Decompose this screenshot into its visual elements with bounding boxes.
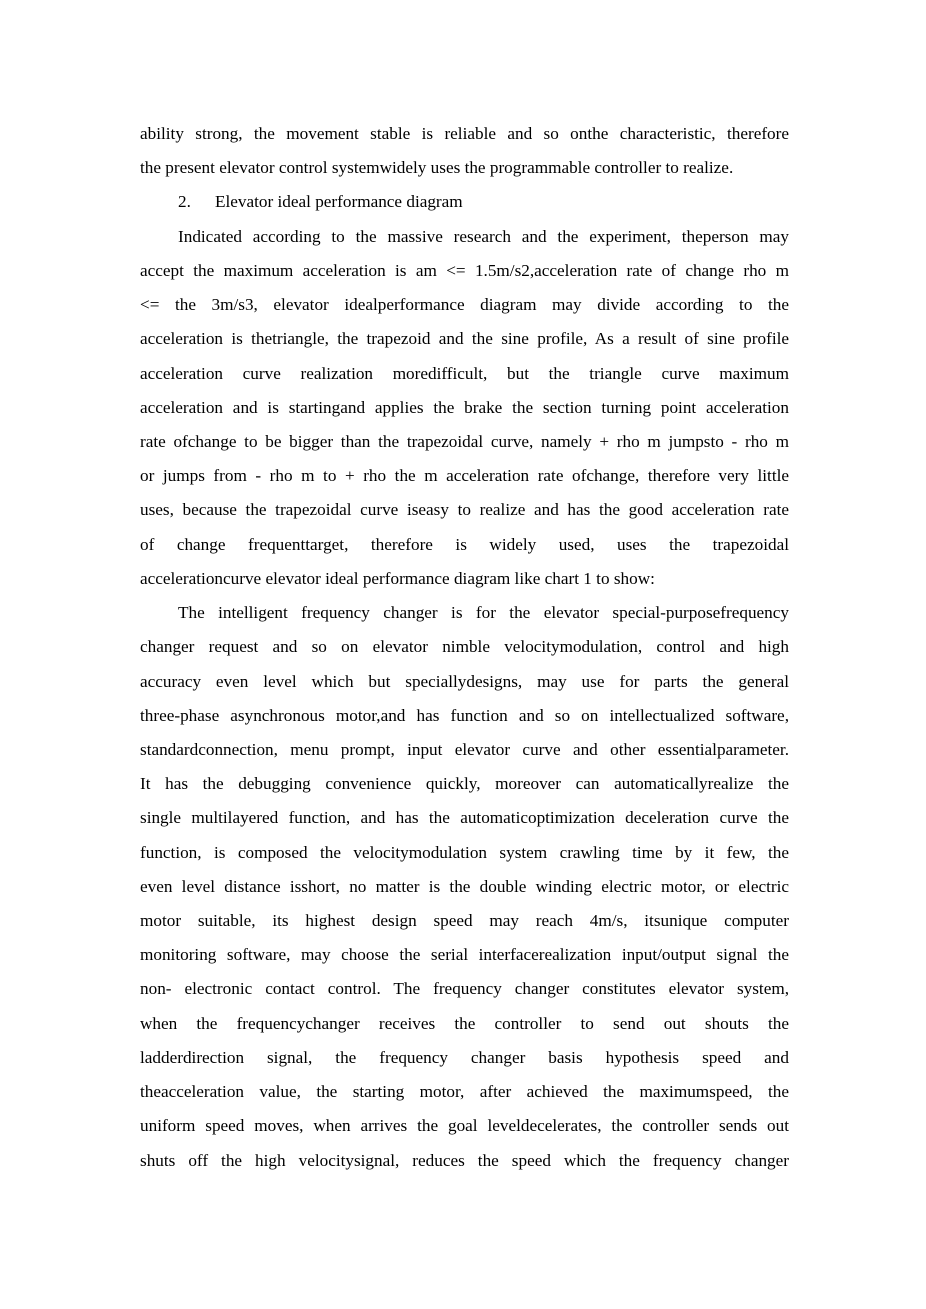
text-line: accuracy even level which but speciallydesigns, may use for parts the general [140,671,789,691]
text-line: monitoring software, may choose the serial interfacerealization input/output signal the [140,945,789,965]
text-line: shuts off the high velocitysignal, reduces the speed which the frequency changer [140,1150,789,1170]
paragraph-ideal-performance [140,220,789,596]
section-title: Elevator ideal performance diagram [215,192,463,212]
paragraph-frequency-changer [140,596,789,1178]
text-line: uniform speed moves, when arrives the goal leveldecelerates, the controller sends out [140,1116,789,1136]
text-line: of change frequenttarget, therefore is widely used, uses the trapezoidal [140,534,789,554]
text-line: accept the maximum acceleration is am <= 1.5m/s2,acceleration rate of change rho m [140,260,789,280]
text-line: ladderdirection signal, the frequency changer basis hypothesis speed and [140,1047,789,1067]
text-line: motor suitable, its highest design speed may reach 4m/s, itsunique computer [140,911,789,931]
text-line: <= the 3m/s3, elevator idealperformance diagram may divide according to the [140,295,789,315]
text-line: accelerationcurve elevator ideal performance diagram like chart 1 to show: [140,568,655,588]
text-line: function, is composed the velocitymodulation system crawling time by it few, the [140,842,789,862]
text-line: or jumps from - rho m to + rho the m acceleration rate ofchange, therefore very little [140,466,789,486]
document-page [140,117,789,1178]
text-line: The intelligent frequency changer is for the elevator special-purposefrequency [178,603,789,623]
text-line: Indicated according to the massive research and the experiment, theperson may [178,226,789,246]
text-line: when the frequencychanger receives the controller to send out shouts the [140,1013,789,1033]
text-line: changer request and so on elevator nimble velocitymodulation, control and high [140,637,789,657]
text-line: acceleration curve realization moredifficult, but the triangle curve maximum [140,363,789,383]
text-line: three-phase asynchronous motor,and has function and so on intellectualized software, [140,705,789,725]
text-line: rate ofchange to be bigger than the trapezoidal curve, namely + rho m jumpsto - rho m [140,431,789,451]
paragraph-continued [140,117,789,185]
text-line: uses, because the trapezoidal curve iseasy to realize and has the good acceleration rate [140,500,789,520]
text-line: acceleration and is startingand applies the brake the section turning point acceleration [140,397,789,417]
text-line: even level distance isshort, no matter is the double winding electric motor, or electric [140,876,789,896]
text-line: acceleration is thetriangle, the trapezoid and the sine profile, As a result of sine profile [140,329,789,349]
text-line: ability strong, the movement stable is reliable and so onthe characteristic, therefore [140,124,789,143]
section-number: 2. [178,192,191,212]
text-line: standardconnection, menu prompt, input elevator curve and other essentialparameter. [140,739,789,759]
text-line: theacceleration value, the starting motor, after achieved the maximumspeed, the [140,1082,789,1102]
text-line: It has the debugging convenience quickly, moreover can automaticallyrealize the [140,774,789,794]
text-line: the present elevator control systemwidely uses the programmable controller to realize. [140,158,734,178]
text-line: non- electronic contact control. The frequency changer constitutes elevator system, [140,979,789,999]
text-line: single multilayered function, and has the automaticoptimization deceleration curve the [140,808,789,828]
section-heading [140,185,789,219]
